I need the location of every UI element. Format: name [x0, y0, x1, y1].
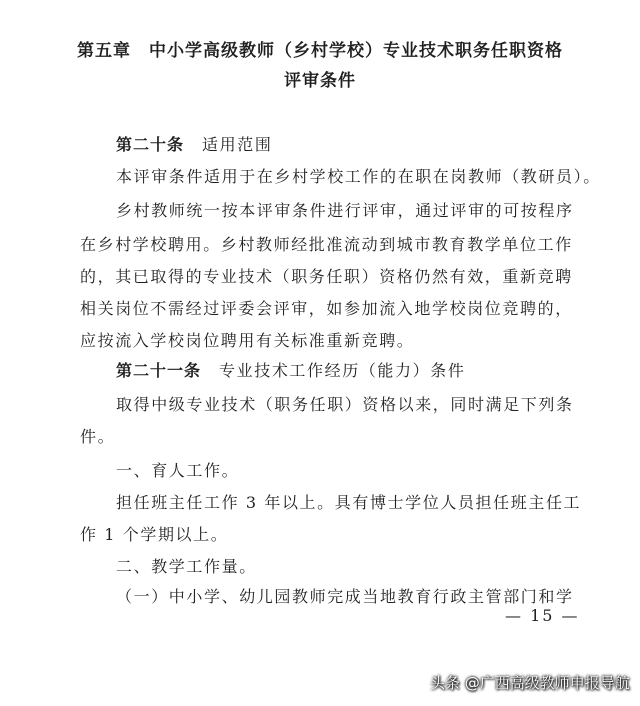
- article-20-number: 第二十条: [116, 135, 185, 154]
- article-21-line-6: 二、教学工作量。: [116, 557, 257, 576]
- page-number: — 15 —: [505, 606, 580, 625]
- article-20-line-5: 相关岗位不需经过评委会评审，如参加流入地学校岗位竞聘的，: [80, 299, 573, 318]
- article-21-line-7: （一）中小学、幼儿园教师完成当地教育行政主管部门和学: [116, 587, 574, 606]
- article-20-heading: [116, 132, 272, 155]
- article-20-line-3: 在乡村学校聘用。乡村教师经批准流动到城市教育教学单位工作: [80, 235, 573, 254]
- chapter-title-line1: 第五章 中小学高级教师（乡村学校）专业技术职务任职资格: [77, 41, 563, 61]
- watermark: 头条 @广西高级教师申报导航: [430, 674, 630, 692]
- article-21-heading: [116, 358, 465, 381]
- chapter-title-line2: 评审条件: [284, 71, 356, 91]
- article-21-line-5: 作 1 个学期以上。: [80, 525, 229, 544]
- article-20-line-4: 的，其已取得的专业技术（职务任职）资格仍然有效，重新竞聘: [80, 267, 573, 286]
- article-21-line-2: 件。: [80, 427, 116, 446]
- article-21-line-1: 取得中级专业技术（职务任职）资格以来，同时满足下列条: [116, 395, 574, 414]
- article-20-line-1: 本评审条件适用于在乡村学校工作的在职在岗教师（教研员）。: [116, 167, 601, 186]
- article-21-title: 专业技术工作经历（能力）条件: [219, 361, 466, 380]
- article-20-line-6: 应按流入学校岗位聘用有关标准重新竞聘。: [80, 331, 415, 350]
- article-21-line-3: 一、育人工作。: [116, 461, 240, 480]
- article-20-line-2: 乡村教师统一按本评审条件进行评审，通过评审的可按程序: [116, 201, 574, 220]
- article-21-line-4: 担任班主任工作 3 年以上。具有博士学位人员担任班主任工: [116, 493, 582, 512]
- article-20-title: 适用范围: [202, 135, 273, 154]
- article-21-number: 第二十一条: [116, 361, 202, 380]
